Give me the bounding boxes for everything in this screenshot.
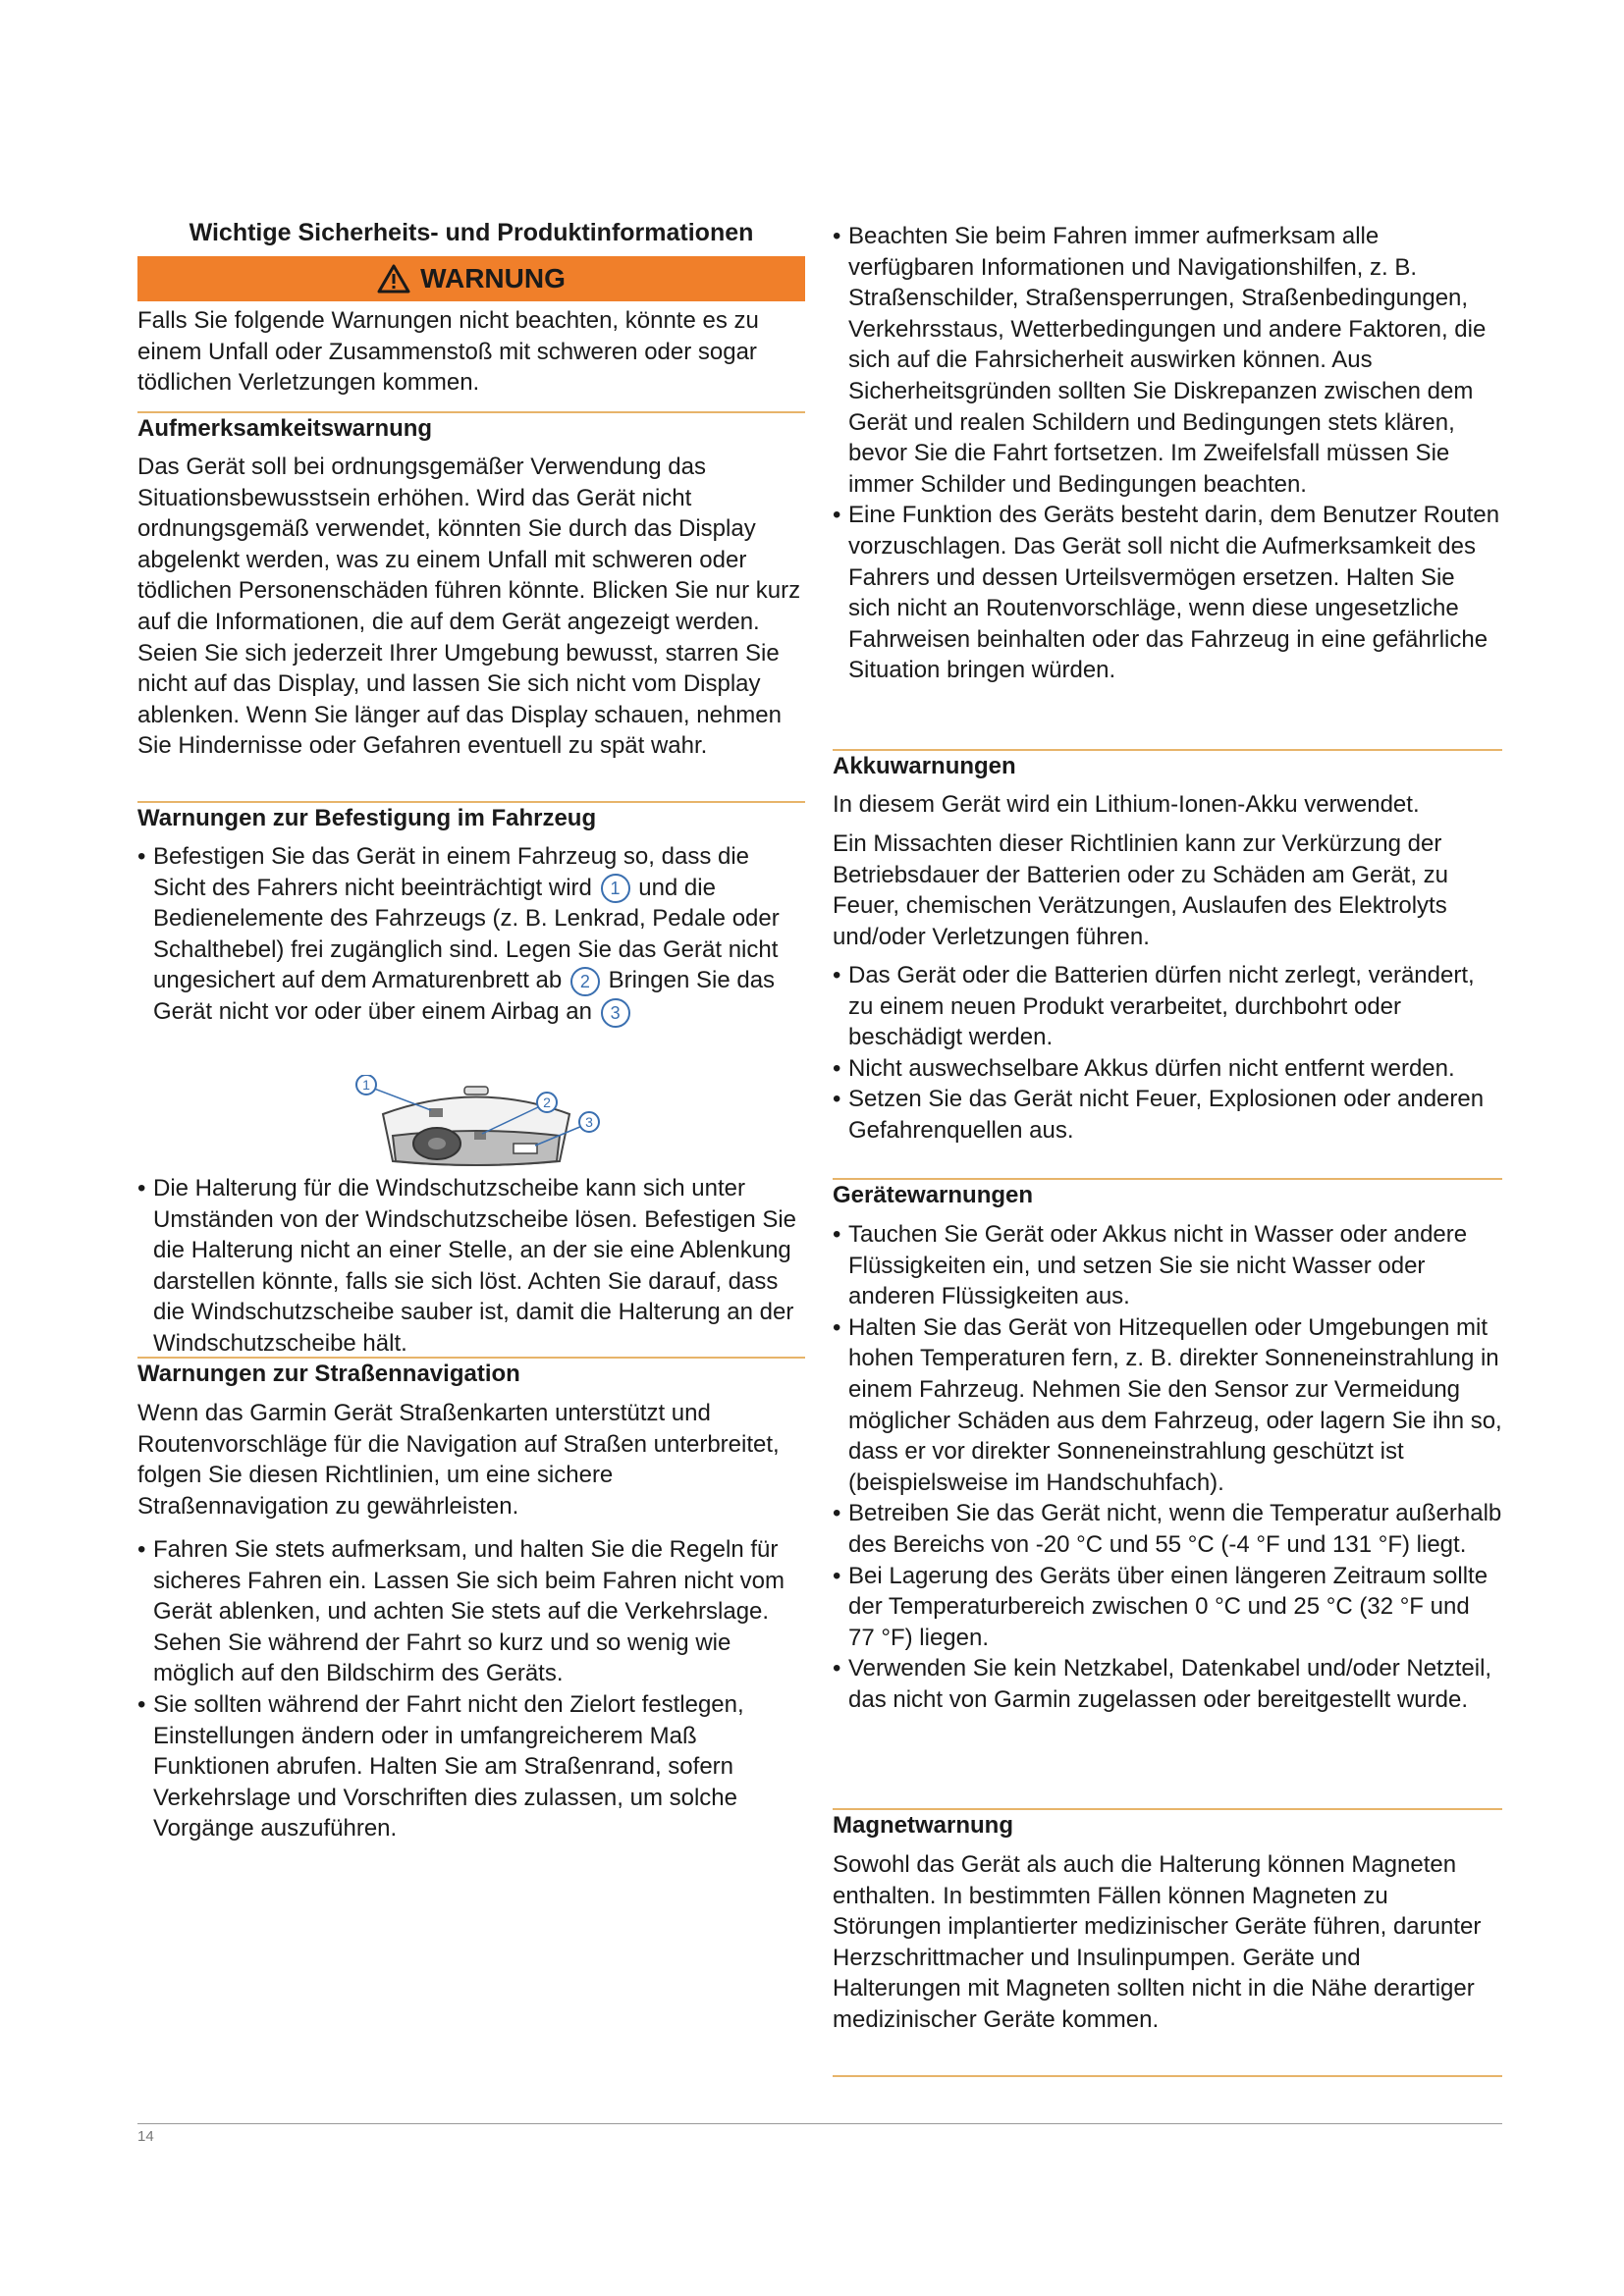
list-item: • Eine Funktion des Geräts besteht darin, dem Benutzer Routen vorzuschlagen. Das Gerät soll nicht die Aufmerksamkeit des Fahrers und dessen Urteilsvermögen ersetzen. Halten Sie sich nicht an Routenvorschläge, wenn diese ungesetzliche Fahrweisen beinhalten oder das Fahrzeug in eine gefährliche Situation bringen würden. — [833, 500, 1502, 686]
list-item: • Nicht auswechselbare Akkus dürfen nicht entfernt werden. — [833, 1053, 1502, 1085]
warning-intro: Falls Sie folgende Warnungen nicht beachten, könnte es zu einem Unfall oder Zusammenstoß mit schweren oder sogar tödlichen Verletzungen kommen. — [137, 307, 759, 397]
list-item: • Fahren Sie stets aufmerksam, und halten Sie die Regeln für sicheres Fahren ein. Lassen Sie sich beim Fahren nicht vom Gerät ablenken, und achten Sie stets auf die Verkehrslage. Sehen Sie während der Fahrt so kurz und so wenig wie möglich auf den Bildschirm des Geräts. — [137, 1534, 805, 1689]
divider — [833, 749, 1502, 751]
divider — [137, 801, 805, 803]
dashboard-illustration — [349, 1075, 604, 1173]
list-item: • Bei Lagerung des Geräts über einen längeren Zeitraum sollte der Temperaturbereich zwischen 0 °C und 25 °C (32 °F und 77 °F) liegen. — [833, 1561, 1502, 1654]
battery-p2: Ein Missachten dieser Richtlinien kann zur Verkürzung der Betriebsdauer der Batterien oder zu Schäden am Gerät, zu Feuer, chemischen Verätzungen, Auslaufen des Elektrolyts und/oder Verletzungen führen. — [833, 830, 1449, 950]
list-item: • Halten Sie das Gerät von Hitzequellen oder Umgebungen mit hohen Temperaturen fern, z. B. direkter Sonneneinstrahlung in einem Fahrzeug. Nehmen Sie den Sensor zur Vermeidung möglicher Schäden aus dem Fahrzeug, oder lagern Sie ihn so, dass er vor direkter Sonneneinstrahlung geschützt ist (beispielsweise im Handschuhfach). — [833, 1312, 1502, 1499]
battery-heading: Akkuwarnungen — [833, 753, 1016, 779]
attention-text: Das Gerät soll bei ordnungsgemäßer Verwendung das Situationsbewusstsein erhöhen. Wird das Gerät nicht ordnungsgemäß verwendet, könnten Sie durch das Display abgelenkt werden, was zu einem Unfall mit schweren oder tödlichen Personenschäden führen könnte. Blicken Sie nur kurz auf die Informationen, die auf dem Gerät angezeigt werden. Seien Sie sich jederzeit Ihrer Umgebung bewusst, starren Sie nicht auf das Display, und lassen Sie sich nicht vom Display ablenken. Wenn Sie länger auf das Display schauen, nehmen Sie Hindernisse oder Gefahren eventuell zu spät wahr. — [137, 454, 801, 760]
page-number: 14 — [137, 2128, 154, 2145]
list-item: • Die Halterung für die Windschutzscheibe kann sich unter Umständen von der Windschutzscheibe lösen. Befestigen Sie die Halterung nicht an einer Stelle, an der sie eine Ablenkung darstellen könnte, falls sie sich löst. Achten Sie darauf, dass die Windschutzscheibe sauber ist, damit die Halterung an der Windschutzscheibe hält. — [137, 1173, 809, 1360]
divider — [833, 1178, 1502, 1180]
list-item — [137, 841, 805, 1028]
marker-1: 1 — [601, 874, 630, 903]
list-item: • Betreiben Sie das Gerät nicht, wenn die Temperatur außerhalb des Bereichs von -20 °C und 55 °C (-4 °F und 131 °F) liegt. — [833, 1498, 1502, 1560]
magnet-text: Sowohl das Gerät als auch die Halterung können Magneten enthalten. In bestimmten Fällen können Magneten zu Störungen implantierter medizinischer Geräte führen, darunter Herzschrittmacher und Insulinpumpen. Geräte und Halterungen mit Magneten sollten nicht in die Nähe derartiger medizinischer Geräte kommen. — [833, 1851, 1482, 2033]
battery-p1: In diesem Gerät wird ein Lithium-Ionen-Akku verwendet. — [833, 791, 1420, 818]
warning-banner — [137, 256, 805, 301]
divider — [833, 1808, 1502, 1810]
list-item: • Verwenden Sie kein Netzkabel, Datenkabel und/oder Netzteil, das nicht von Garmin zugelassen oder bereitgestellt wurde. — [833, 1653, 1502, 1715]
illustration-marker-1: 1 — [362, 1077, 370, 1093]
divider — [833, 2075, 1502, 2077]
marker-2: 2 — [570, 967, 600, 996]
list-item: • Sie sollten während der Fahrt nicht den Zielort festlegen, Einstellungen ändern oder in umfangreicherem Maß Funktionen abrufen. Halten Sie am Straßenrand, sofern Verkehrslage und Vorschriften dies zulassen, um solche Vorgänge auszuführen. — [137, 1689, 805, 1844]
marker-3: 3 — [601, 998, 630, 1028]
warning-triangle-icon — [377, 264, 410, 294]
list-item: • Beachten Sie beim Fahren immer aufmerksam alle verfügbaren Informationen und Navigationshilfen, z. B. Straßenschilder, Straßensperrungen, Straßenbedingungen, Verkehrsstaus, Wetterbedingungen und andere Faktoren, die sich auf die Fahrsicherheit auswirken können. Aus Sicherheitsgründen sollten Sie Diskrepanzen zwischen dem Gerät und realen Schildern und Bedingungen stets klären, bevor Sie die Fahrt fortsetzen. Im Zweifelsfall müssen Sie immer Schilder und Bedingungen beachten. — [833, 221, 1502, 500]
warning-label: WARNUNG — [420, 263, 566, 294]
footer-divider — [137, 2123, 1502, 2124]
divider — [137, 1357, 805, 1359]
list-item: • Tauchen Sie Gerät oder Akkus nicht in Wasser oder andere Flüssigkeiten ein, und setzen Sie sie nicht Wasser oder anderen Flüssigkeiten aus. — [833, 1219, 1502, 1312]
navigation-intro: Wenn das Garmin Gerät Straßenkarten unterstützt und Routenvorschläge für die Navigation auf Straßen unterbreitet, folgen Sie diesen Richtlinien, um eine sichere Straßennavigation zu gewährleisten. — [137, 1400, 780, 1520]
attention-heading: Aufmerksamkeitswarnung — [137, 415, 433, 442]
page-title: Wichtige Sicherheits- und Produktinformationen — [189, 219, 754, 246]
illustration-marker-3: 3 — [585, 1114, 593, 1130]
navigation-list-left — [137, 1534, 805, 1844]
list-item: • Das Gerät oder die Batterien dürfen nicht zerlegt, verändert, zu einem neuen Produkt verarbeitet, durchbohrt oder beschädigt werden. — [833, 960, 1502, 1053]
mounting-heading: Warnungen zur Befestigung im Fahrzeug — [137, 805, 597, 831]
device-list — [833, 1219, 1502, 1716]
battery-list — [833, 960, 1502, 1147]
list-item: • Setzen Sie das Gerät nicht Feuer, Explosionen oder anderen Gefahrenquellen aus. — [833, 1084, 1502, 1146]
mounting-list — [137, 841, 805, 1028]
magnet-heading: Magnetwarnung — [833, 1812, 1013, 1839]
navigation-list-right — [833, 221, 1502, 686]
mounting-list-2 — [137, 1173, 809, 1360]
device-heading: Gerätewarnungen — [833, 1182, 1034, 1208]
mounting-bullet-1c: Bringen Sie das Gerät nicht vor oder über einem Airbag an — [153, 967, 776, 1026]
navigation-heading: Warnungen zur Straßennavigation — [137, 1361, 520, 1387]
mounting-bullet-1a: Befestigen Sie das Gerät in einem Fahrzeug so, dass die Sicht des Fahrers nicht beeinträchtigt wird — [153, 843, 750, 901]
divider — [137, 411, 805, 413]
mounting-bullet-1b: und die Bedienelemente des Fahrzeugs (z. B. Lenkrad, Pedale oder Schalthebel) frei zugänglich sind. Legen Sie das Gerät nicht ungesichert auf dem Armaturenbrett ab — [153, 874, 780, 994]
illustration-marker-2: 2 — [543, 1095, 551, 1110]
